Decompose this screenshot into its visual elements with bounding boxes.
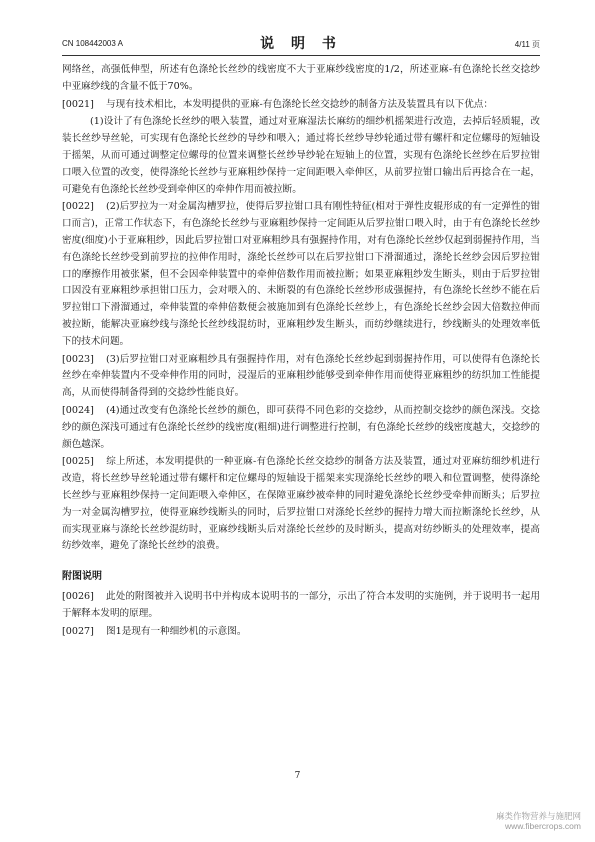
paragraph-text: 网络丝，高强低伸型，所述有色涤纶长丝纱的线密度不大于亚麻纱线密度的1/2，所述亚麻-有色涤纶长丝交捻纱中亚麻纱线的含量不低于70%。 xyxy=(62,64,540,92)
paragraph-0026 xyxy=(62,589,540,623)
paragraph-text: (2)后罗拉为一对金属沟槽罗拉，使得后罗拉钳口具有刚性特征(相对于弹性皮辊形成的有一定弹性的钳口而言)，正常工作状态下，有色涤纶长丝纱与亚麻粗纱保持一定间距从后罗拉钳口喂入时，由于有色涤纶长丝纱密度(细度)小于亚麻粗纱，因此后罗拉钳口对亚麻粗纱具有强握持作用，对有色涤纶长丝纱仅起到弱握持作用，当有色涤纶长丝纱受到前罗拉的拉伸作用时，涤纶长丝纱可以在后罗拉钳口下滑溜通过，涤纶长丝纱会因后罗拉钳口的摩擦作用被张紧，但不会因牵伸装置中的牵伸倍数作用而被拉断；如果亚麻粗纱发生断头，则由于后罗拉钳口因没有亚麻粗纱承担钳口压力，会对喂入的、未断裂的有色涤纶长丝纱形成强握持，有色涤纶长丝纱不能在后罗拉钳口下滑溜通过，牵伸装置的牵伸倍数便会被施加到有色涤纶长丝纱上，有色涤纶长丝纱会因大倍数拉伸而被拉断，能解决亚麻纱线与涤纶长丝纱线混纺时，亚麻粗纱发生断头，而纺纱继续进行，纱线断头的处理效率低下的技术问题。 xyxy=(62,201,540,347)
paragraph-0022 xyxy=(62,199,540,350)
paragraph-tag: [0022] xyxy=(62,201,94,213)
paragraph-continued xyxy=(62,62,540,96)
paragraph-0024 xyxy=(62,403,540,453)
paragraph-text: 与现有技术相比，本发明提供的亚麻-有色涤纶长丝交捻纱的制备方法及装置具有以下优点： xyxy=(106,98,493,110)
paragraph-advantage-1 xyxy=(62,114,540,198)
page-number: 7 xyxy=(294,771,301,781)
paragraph-0025 xyxy=(62,454,540,555)
paragraph-0023 xyxy=(62,352,540,402)
section-title: 附图说明 xyxy=(62,571,102,583)
paragraph-tag: [0021] xyxy=(62,98,94,110)
paragraph-text: 综上所述，本发明提供的一种亚麻-有色涤纶长丝交捻纱的制备方法及装置，通过对亚麻纺细纱机进行改造，将长丝纱导丝轮通过带有螺杆和定位螺母的短轴设于摇架来实现涤纶长丝纱的喂入和位置调整，使得涤纶长丝纱与亚麻粗纱保持一定间距喂入牵伸区，在保障亚麻纱被牵伸的同时避免涤纶长丝纱受牵伸而断头；后罗拉为一对金属沟槽罗拉，使得亚麻纱线断头的同时，后罗拉钳口对涤纶长丝纱的握持力增大而拉断涤纶长丝纱，从而实现亚麻与涤纶长丝纱混纺时，亚麻纱线断头后对涤纶长丝纱的及时断头，提高对纺纱断头的处理效率，提高纺纱效率，避免了涤纶长丝纱的浪费。 xyxy=(62,456,540,552)
header-rule xyxy=(62,55,540,56)
document-number: CN 108442003 A xyxy=(62,39,123,48)
watermark-line-2: www.fibercrops.com xyxy=(504,821,581,831)
paragraph-text: (3)后罗拉钳口对亚麻粗纱具有强握持作用，对有色涤纶长丝纱起到弱握持作用，可以使得有色涤纶长丝纱在牵伸装置内不受牵伸作用的同时，浸湿后的亚麻粗纱能够受到牵伸作用而使得亚麻粗纱的纺织加工性能提高，从而使得制备得到的交捻纱性能良好。 xyxy=(62,353,540,399)
paragraph-0027 xyxy=(62,624,540,641)
paragraph-text: (1)设计了有色涤纶长丝纱的喂入装置，通过对亚麻湿法长麻纺的细纱机摇架进行改造，去掉后轻质辊，改装长丝纱导丝轮，可实现有色涤纶长丝纱的导纱和喂入；通过将长丝纱导纱轮通过带有螺杆和定位螺母的短轴设于摇架，从而可通过调整定位螺母的位置来调整长丝纱导纱轮在短轴上的位置，实现有色涤纶长丝纱在后罗拉钳口喂入位置的改变，使得涤纶长丝纱与亚麻粗纱保持一定间距喂入牵伸区，从前罗拉钳口输出后再捻合在一起，可避免有色涤纶长丝纱受到牵伸区的牵伸作用而被拉断。 xyxy=(62,116,540,195)
paragraph-0021 xyxy=(62,97,540,114)
paragraph-text: 此处的附图被并入说明书中并构成本说明书的一部分，示出了符合本发明的实施例，并于说明书一起用于解释本发明的原理。 xyxy=(62,590,540,619)
paragraph-text: 图1是现有一种细纱机的示意图。 xyxy=(106,625,247,637)
document-title: 说 明 书 xyxy=(260,36,342,52)
watermark xyxy=(496,811,581,831)
paragraph-tag: [0026] xyxy=(62,590,94,602)
page-header xyxy=(62,33,540,53)
paragraph-tag: [0023] xyxy=(62,353,94,365)
paragraph-tag: [0024] xyxy=(62,404,94,416)
paragraph-text: (4)通过改变有色涤纶长丝纱的颜色，即可获得不同色彩的交捻纱，从而控制交捻纱的颜色深浅。交捻纱的颜色深浅可通过有色涤纶长丝纱的线密度(粗细)进行调整进行控制，有色涤纶长丝纱的线密度越大，交捻纱的颜色越深。 xyxy=(62,404,540,450)
paragraph-tag: [0027] xyxy=(62,625,94,637)
document-body xyxy=(62,62,540,641)
paragraph-tag: [0025] xyxy=(62,456,94,468)
watermark-line-1: 麻类作物营养与施肥网 xyxy=(495,811,581,821)
page-indicator: 4/11 页 xyxy=(514,40,540,49)
